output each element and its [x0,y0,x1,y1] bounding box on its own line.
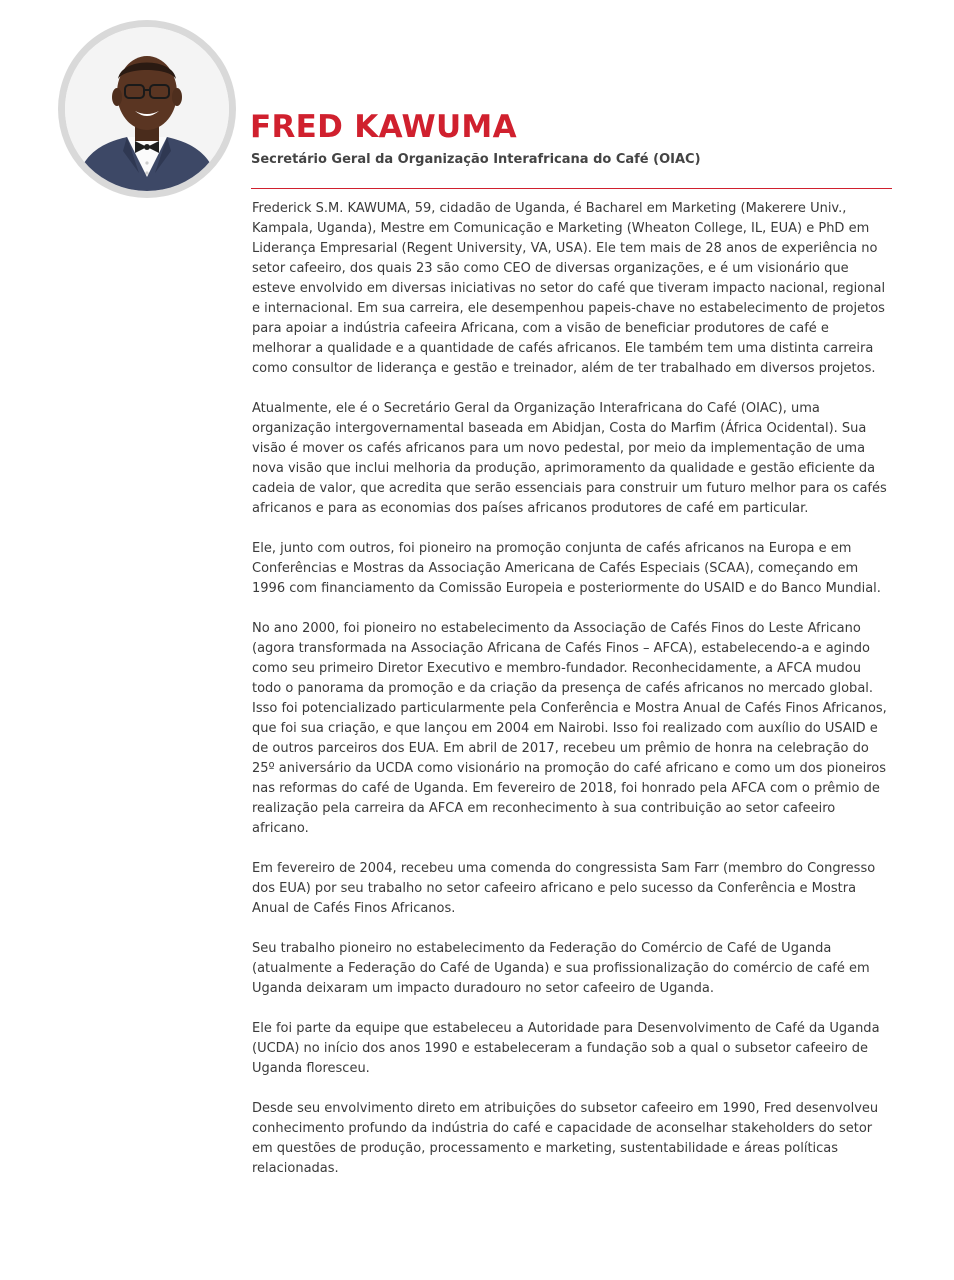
portrait-illustration [65,27,229,191]
profile-role: Secretário Geral da Organização Interafricana do Café (OIAC) [251,152,701,167]
header-divider [251,188,892,189]
bio-paragraph: Em fevereiro de 2004, recebeu uma comenda do congressista Sam Farr (membro do Congresso dos EUA) por seu trabalho no setor cafeeiro africano e pelo sucesso da Conferência e Mostra Anual de Cafés Finos Africanos. [252,861,876,916]
bio-paragraph: Ele, junto com outros, foi pioneiro na promoção conjunta de cafés africanos na Europa e em Conferências e Mostras da Associação Americana de Cafés Especiais (SCAA), começando em 1996 com financiamento da Comissão Europeia e posteriormente do USAID e do Banco Mundial. [252,541,881,596]
bio-paragraph: Ele foi parte da equipe que estabeleceu a Autoridade para Desenvolvimento de Café da Uganda (UCDA) no início dos anos 1990 e estabeleceram a fundação sob a qual o subsetor cafeeiro de Uganda floresceu. [252,1021,880,1076]
bio-paragraph: Frederick S.M. KAWUMA, 59, cidadão de Uganda, é Bacharel em Marketing (Makerere Univ., Kampala, Uganda), Mestre em Comunicação e Marketing (Wheaton College, IL, EUA) e PhD em Liderança Empresarial (Regent University, VA, USA). Ele tem mais de 28 anos de experiência no setor cafeeiro, dos quais 23 são como CEO de diversas organizações, e é um visionário que esteve envolvido em diversas iniciativas no setor do café que tiveram impacto nacional, regional e internacional. Em sua carreira, ele desempenhou papeis-chave no estabelecimento de projetos para apoiar a indústria cafeeira Africana, com a visão de beneficiar produtores de café e melhorar a qualidade e a quantidade de cafés africanos. Ele também tem uma distinta carreira como consultor de liderança e gestão e treinador, além de ter trabalhado em diversos projetos. [252,201,886,376]
bio-paragraph: Seu trabalho pioneiro no estabelecimento da Federação do Comércio de Café de Uganda (atualmente a Federação do Café de Uganda) e sua profissionalização do comércio de café em Uganda deixaram um impacto duradouro no setor cafeeiro de Uganda. [252,941,870,996]
bio-paragraph: Desde seu envolvimento direto em atribuições do subsetor cafeeiro em 1990, Fred desenvolveu conhecimento profundo da indústria do café e capacidade de aconselhar stakeholders do setor em questões de produção, processamento e marketing, sustentabilidade e áreas políticas relacionadas. [252,1101,879,1176]
profile-photo-frame [58,20,236,198]
bio-paragraph: No ano 2000, foi pioneiro no estabelecimento da Associação de Cafés Finos do Leste Africano (agora transformada na Associação Africana de Cafés Finos – AFCA), estabelecendo-a e agindo como seu primeiro Diretor Executivo e membro-fundador. Reconhecidamente, a AFCA mudou todo o panorama da promoção e da criação da presença de cafés africanos no mercado global. Isso foi potencializado particularmente pela Conferência e Mostra Anual de Cafés Finos Africanos, que foi sua criação, e que lançou em 2004 em Nairobi. Isso foi realizado com auxílio do USAID e de outros parceiros dos EUA. Em abril de 2017, recebeu um prêmio de honra na celebração do 25º aniversário da UCDA como visionário na promoção do café africano e como um dos pioneiros nas reformas do café de Uganda. Em fevereiro de 2018, foi honrado pela AFCA com o prêmio de realização pela carreira da AFCA em reconhecimento à sua contribuição ao setor cafeeiro africano. [252,621,887,836]
profile-name: FRED KAWUMA [250,109,517,145]
profile-photo [65,27,229,191]
biography [252,199,888,1199]
bio-paragraph: Atualmente, ele é o Secretário Geral da Organização Interafricana do Café (OIAC), uma organização intergovernamental baseada em Abidjan, Costa do Marfim (África Ocidental). Sua visão é mover os cafés africanos para um novo pedestal, por meio da implementação de uma nova visão que inclui melhoria da produção, aprimoramento da qualidade e gestão eficiente da cadeia de valor, que acredita que serão essenciais para construir um futuro melhor para os cafés africanos e para as economias dos países africanos produtores de café em particular. [252,401,887,516]
